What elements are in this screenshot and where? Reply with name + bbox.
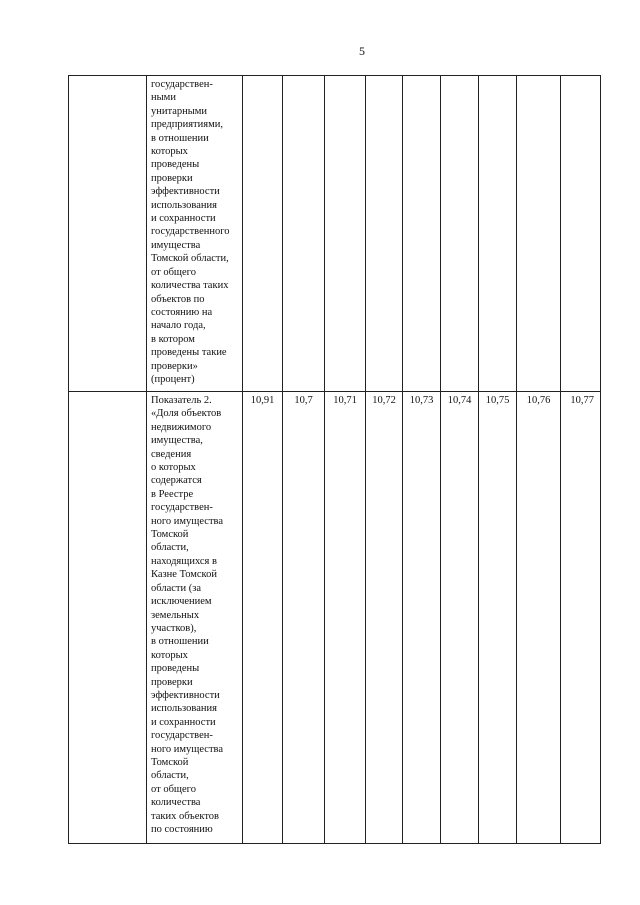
row2-line: области, <box>151 770 189 782</box>
row1-line: которых <box>151 146 188 158</box>
row1-line: ными <box>151 92 176 104</box>
row1-line: использования <box>151 199 217 211</box>
row1-value-cell <box>517 76 561 392</box>
row1-line: (процент) <box>151 373 195 385</box>
row1-line: Томской области, <box>151 253 229 265</box>
row2-line: исключением <box>151 596 212 608</box>
row2-line: недвижимого <box>151 421 212 433</box>
row2-value-cell: 10,72 <box>366 392 403 844</box>
row1-line: эффективности <box>151 186 220 198</box>
row1-value-cell <box>403 76 441 392</box>
row2-value-cell: 10,7 <box>283 392 325 844</box>
row1-value-cell <box>325 76 366 392</box>
row1-line: проверки <box>151 172 193 184</box>
row2-line: Томской <box>151 529 189 541</box>
row1-value-cell <box>441 76 479 392</box>
row1-line: начало года, <box>151 320 206 332</box>
table-row-continuation <box>69 76 601 392</box>
row2-line: ного имущества <box>151 743 224 755</box>
row2-value-cell: 10,74 <box>441 392 479 844</box>
row2-line: которых <box>151 649 188 661</box>
row2-line: ного имущества <box>151 515 224 527</box>
row1-value-cell <box>561 76 601 392</box>
row2-line: проведены <box>151 663 200 675</box>
row1-description-cell <box>147 76 243 392</box>
row2-line: эффективности <box>151 689 220 701</box>
row2-line: и сохранности <box>151 716 216 728</box>
indicator-table <box>68 75 601 844</box>
row2-line: земельных <box>151 609 200 621</box>
row2-line: Казне Томской <box>151 569 217 581</box>
row1-value-cell <box>283 76 325 392</box>
row1-line: проведены <box>151 159 200 171</box>
page-number: 5 <box>359 44 365 58</box>
row2-line: в отношении <box>151 636 209 648</box>
row1-line: в котором <box>151 333 195 345</box>
table-row-indicator-2 <box>69 392 601 844</box>
row2-line: участков), <box>151 622 197 634</box>
row2-value-cell: 10,73 <box>403 392 441 844</box>
row1-value-cell <box>479 76 517 392</box>
row1-line: государственного <box>151 226 230 238</box>
row1-line: проведены такие <box>151 347 227 359</box>
row2-line: Томской <box>151 756 189 768</box>
row2-empty-number-cell <box>69 392 147 844</box>
row2-line: о которых <box>151 462 196 474</box>
row2-value-cell: 10,77 <box>561 392 601 844</box>
row2-line: таких объектов <box>151 810 220 822</box>
row2-line: по состоянию <box>151 824 213 835</box>
row2-value-cell: 10,75 <box>479 392 517 844</box>
row2-value-cell: 10,71 <box>325 392 366 844</box>
row2-line: находящихся в <box>151 555 217 567</box>
row2-line: количества <box>151 797 201 809</box>
row1-line: предприятиями, <box>151 119 223 131</box>
row1-line: состоянию на <box>151 306 213 318</box>
row1-line: государствен- <box>151 79 213 90</box>
row1-line: имущества <box>151 239 201 251</box>
row2-line: государствен- <box>151 730 213 742</box>
row2-line: имущества, <box>151 435 203 447</box>
row2-value-cell: 10,91 <box>243 392 283 844</box>
row1-line: унитарными <box>151 105 208 117</box>
row1-line: в отношении <box>151 132 209 144</box>
row2-line: Показатель 2. <box>151 395 212 406</box>
row1-line: и сохранности <box>151 213 216 225</box>
row2-line: проверки <box>151 676 193 688</box>
row2-line: сведения <box>151 448 192 460</box>
row2-line: использования <box>151 703 217 715</box>
row2-line: области (за <box>151 582 202 594</box>
row2-value-cell: 10,76 <box>517 392 561 844</box>
row1-value-cell <box>366 76 403 392</box>
row2-line: «Доля объектов <box>151 408 222 420</box>
row2-line: области, <box>151 542 189 554</box>
row1-line: от общего <box>151 266 196 278</box>
row2-line: содержатся <box>151 475 202 487</box>
row2-description-cell <box>147 392 243 844</box>
row2-line: государствен- <box>151 502 213 514</box>
row1-line: количества таких <box>151 280 229 292</box>
row1-value-cell <box>243 76 283 392</box>
row2-line: от общего <box>151 783 196 795</box>
row2-line: в Реестре <box>151 488 194 500</box>
row1-empty-number-cell <box>69 76 147 392</box>
row1-line: объектов по <box>151 293 205 305</box>
row1-line: проверки» <box>151 360 198 372</box>
